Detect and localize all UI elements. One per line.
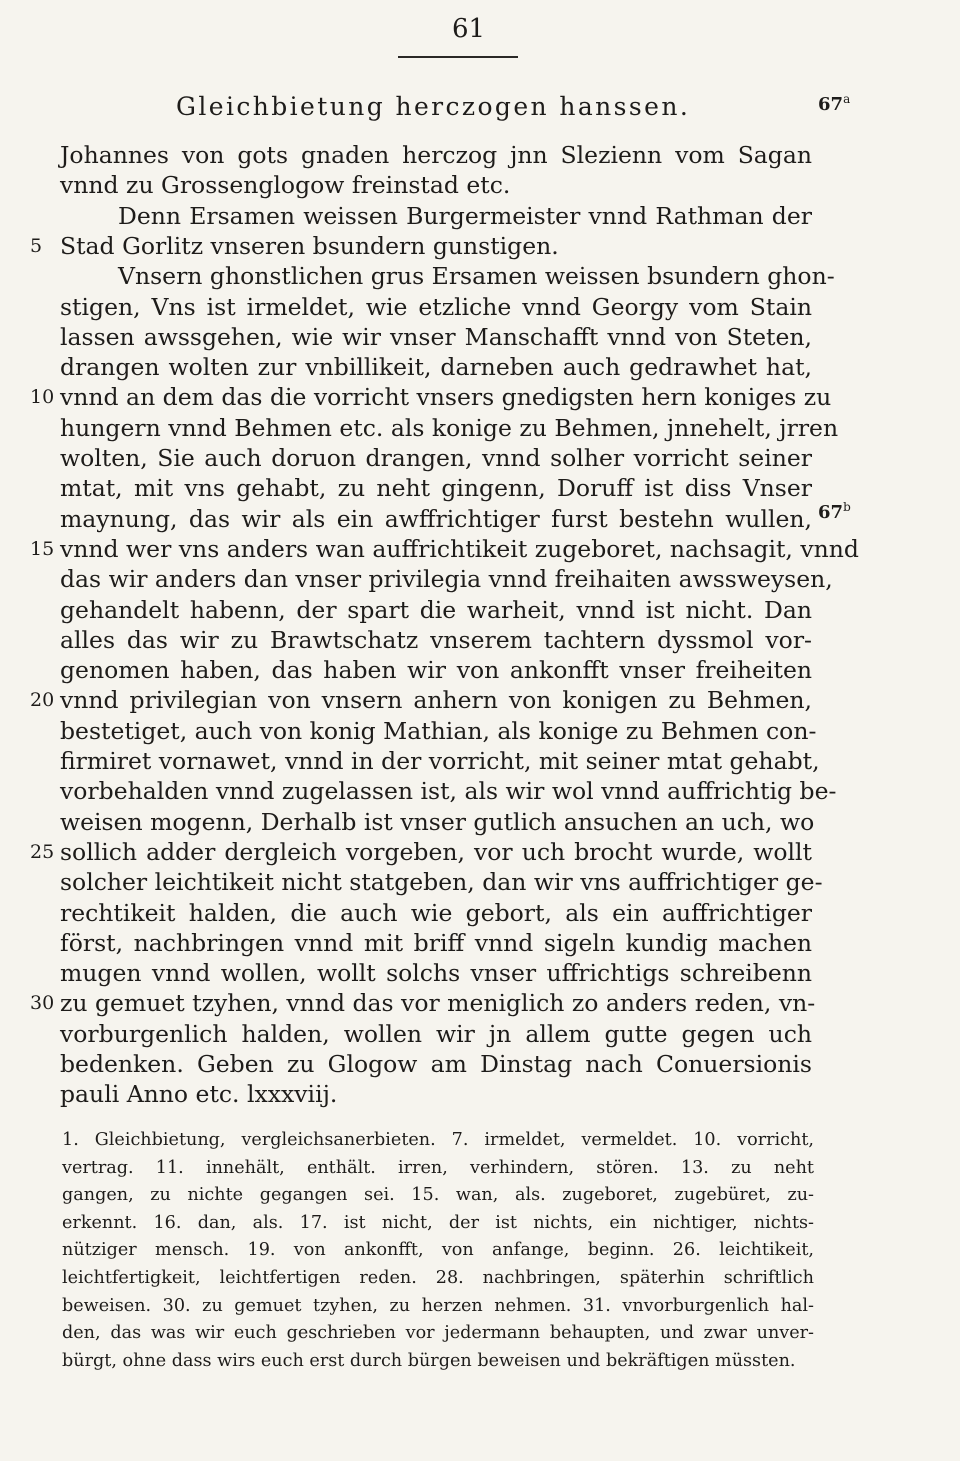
text-line: först, nachbringen vnnd mit briff vnnd sigeln kundig machen bbox=[60, 928, 812, 957]
text-line: vorburgenlich halden, wollen wir jn allem gutte gegen uch bbox=[60, 1019, 812, 1048]
footnote-line: vertrag. 11. innehält, enthält. irren, verhindern, stören. 13. zu neht bbox=[62, 1157, 814, 1178]
margin-note-67b bbox=[818, 500, 851, 523]
footnote-line: den, das was wir euch geschrieben vor jedermann behaupten, und zwar unver- bbox=[62, 1323, 814, 1344]
footnote-line: leichtfertigkeit, leichtfertigen reden. 28. nachbringen, späterhin schriftlich bbox=[62, 1268, 814, 1288]
margin-note-number: 67 bbox=[818, 502, 844, 523]
margin-note-number: 67 bbox=[818, 94, 844, 115]
line-number: 25 bbox=[30, 840, 55, 863]
line-number: 10 bbox=[30, 386, 55, 409]
document-heading: Gleichbietung herczogen hanssen. bbox=[176, 92, 691, 121]
text-line: vorbehalden vnnd zugelassen ist, als wir wol vnnd auffrichtig be- bbox=[60, 777, 837, 806]
text-line: hungern vnnd Behmen etc. als konige zu Behmen, jnnehelt, jrren bbox=[60, 413, 839, 442]
footnote-line: beweisen. 30. zu gemuet tzyhen, zu herzen nehmen. 31. vnvorburgenlich hal- bbox=[62, 1295, 814, 1316]
text-line: rechtikeit halden, die auch wie gebort, als ein auffrichtiger bbox=[60, 898, 812, 927]
text-line: weisen mogenn, Derhalb ist vnser gutlich ansuchen an uch, wo bbox=[60, 807, 815, 836]
text-line: bedenken. Geben zu Glogow am Dinstag nach Conuersionis bbox=[60, 1050, 812, 1078]
footnote-line: 1. Gleichbietung, vergleichsanerbieten. 7. irmeldet, vermeldet. 10. vorricht, bbox=[62, 1130, 814, 1150]
text-line: lassen awssgehen, wie wir vnser Manschafft vnnd von Steten, bbox=[60, 322, 812, 351]
text-line: bestetiget, auch von konig Mathian, als konige zu Behmen con- bbox=[60, 716, 817, 745]
page-number: 61 bbox=[452, 14, 486, 44]
text-line: solcher leichtikeit nicht statgeben, dan wir vns auffrichtiger ge- bbox=[60, 868, 823, 897]
footnote-line: nütziger mensch. 19. von ankonfft, von anfange, beginn. 26. leichtikeit, bbox=[62, 1240, 814, 1261]
line-number: 30 bbox=[30, 992, 55, 1015]
margin-note-letter: a bbox=[843, 92, 851, 106]
text-line: Vnsern ghonstlichen grus Ersamen weissen bsundern ghon- bbox=[118, 262, 835, 291]
text-line: gehandelt habenn, der spart die warheit, vnnd ist nicht. Dan bbox=[60, 595, 812, 624]
margin-note-67a bbox=[818, 92, 850, 115]
text-line: pauli Anno etc. lxxxviij. bbox=[60, 1080, 338, 1109]
text-line: Stad Gorlitz vnseren bsundern gunstigen. bbox=[60, 231, 559, 260]
text-line: zu gemuet tzyhen, vnnd das vor meniglich zo anders reden, vn- bbox=[60, 989, 816, 1018]
text-line: genomen haben, das haben wir von ankonfft vnser freiheiten bbox=[60, 656, 812, 685]
text-line: maynung, das wir als ein awffrichtiger furst bestehn wullen, bbox=[60, 504, 812, 533]
text-line: wolten, Sie auch doruon drangen, vnnd solher vorricht seiner bbox=[60, 444, 812, 472]
text-line: alles das wir zu Brawtschatz vnserem tachtern dyssmol vor- bbox=[60, 625, 812, 654]
text-line: Johannes von gots gnaden herczog jnn Slezienn vom Sagan bbox=[60, 141, 812, 169]
text-line: mugen vnnd wollen, wollt solchs vnser uffrichtigs schreibenn bbox=[60, 959, 812, 988]
text-line: stigen, Vns ist irmeldet, wie etzliche vnnd Georgy vom Stain bbox=[60, 292, 812, 321]
text-line: sollich adder dergleich vorgeben, vor uch brocht wurde, wollt bbox=[60, 837, 812, 866]
text-line: drangen wolten zur vnbillikeit, darneben auch gedrawhet hat, bbox=[60, 353, 812, 382]
margin-note-letter: b bbox=[843, 500, 851, 514]
footnote-line: gangen, zu nichte gegangen sei. 15. wan, als. zugeboret, zugebüret, zu- bbox=[62, 1185, 814, 1206]
text-line: vnnd an dem das die vorricht vnsers gnedigsten hern koniges zu bbox=[60, 383, 832, 412]
text-line: vnnd zu Grossenglogow freinstad etc. bbox=[60, 171, 511, 200]
text-line: firmiret vornawet, vnnd in der vorricht, mit seiner mtat gehabt, bbox=[60, 747, 820, 775]
line-number: 20 bbox=[30, 689, 55, 712]
text-line: vnnd wer vns anders wan auffrichtikeit zugeboret, nachsagit, vnnd bbox=[60, 534, 859, 563]
page-number-rule bbox=[398, 56, 518, 58]
line-number: 5 bbox=[30, 234, 43, 257]
text-line: das wir anders dan vnser privilegia vnnd freihaiten awssweysen, bbox=[60, 565, 833, 594]
text-line: vnnd privilegian von vnsern anhern von konigen zu Behmen, bbox=[60, 686, 812, 715]
line-number: 15 bbox=[30, 537, 55, 560]
footnote-line: bürgt, ohne dass wirs euch erst durch bürgen beweisen und bekräftigen müssten. bbox=[62, 1350, 796, 1371]
text-line: mtat, mit vns gehabt, zu neht gingenn, Doruff ist diss Vnser bbox=[60, 474, 812, 503]
text-line: Denn Ersamen weissen Burgermeister vnnd Rathman der bbox=[118, 201, 812, 230]
footnote-line: erkennt. 16. dan, als. 17. ist nicht, der ist nichts, ein nichtiger, nichts- bbox=[62, 1212, 814, 1233]
